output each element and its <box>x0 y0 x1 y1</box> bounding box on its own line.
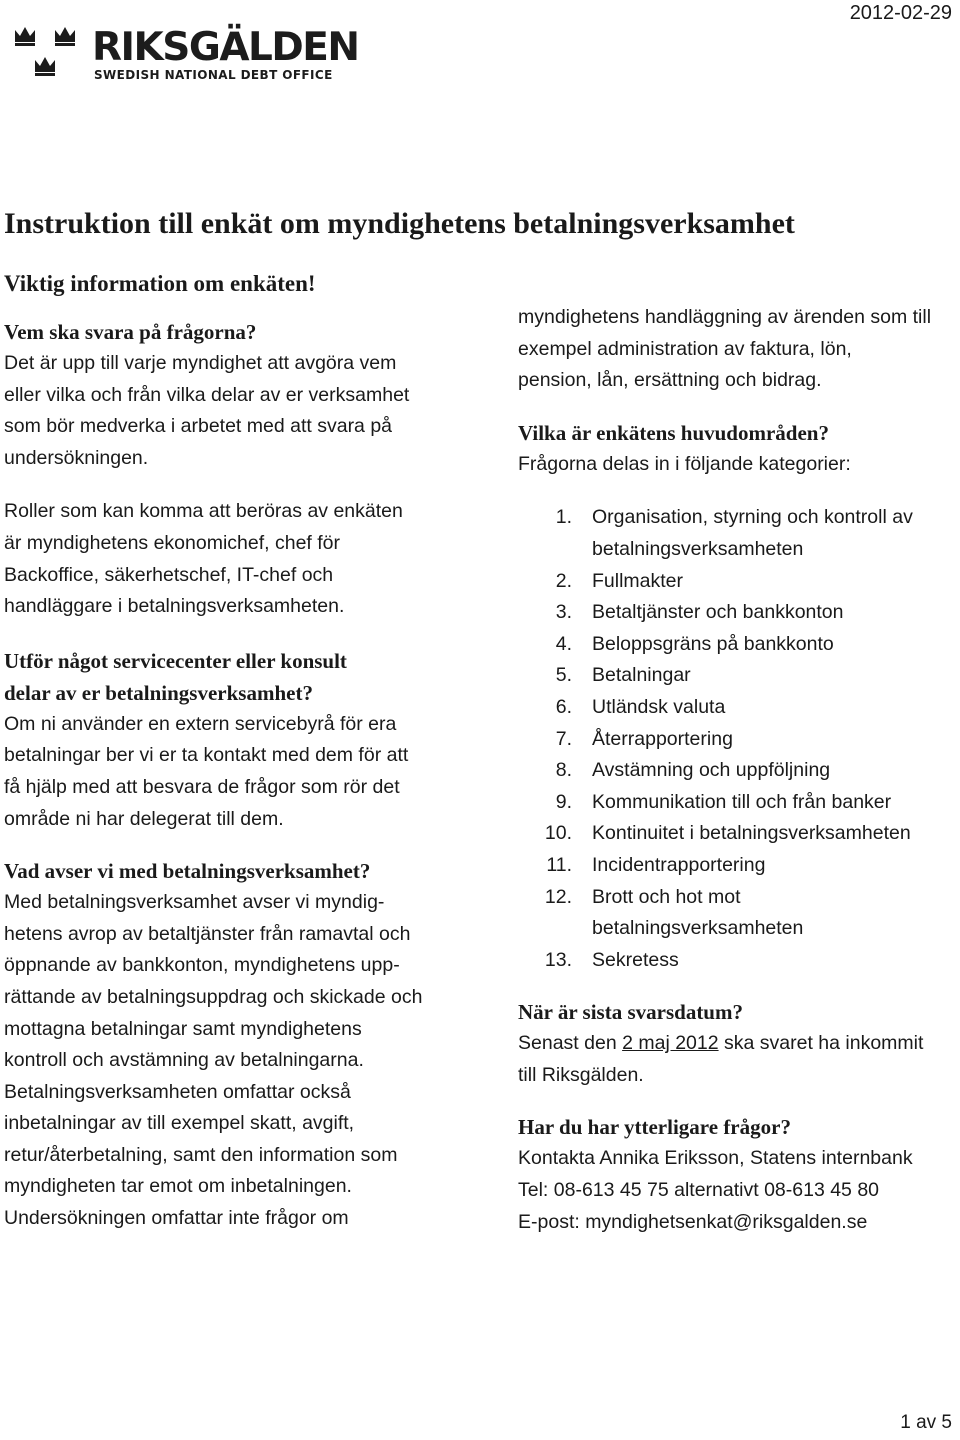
question-service-center: Utför något servicecenter eller konsult delar av er betalningsverksamhet? <box>4 648 347 705</box>
paragraph-continuation: myndighetens handläggning av ärenden som till exempel administration av faktura, lön, pension, lån, ersättning och bidrag. <box>518 306 932 392</box>
list-item: 5. Betalningar <box>555 664 691 687</box>
category-list <box>518 502 958 976</box>
paragraph-payment-operations: Med betalningsverksamhet avser vi myndig- hetens avrop av betaltjänster från ramavtal och öppnande av bankkonton, myndighetens upp- rättande av betalningsuppdrag och skickade och mottagna betalningar samt myndighetens kontroll och avstämning av betalningarna. Betalningsverksamheten omfattar också inbetalningar av till exempel skatt, avgift, retur/återbetalning, samt den information som myndigheten tar emot om inbetalningen. Undersökningen omfattar inte frågor om <box>4 891 423 1230</box>
page-title: Instruktion till enkät om myndighetens betalningsverksamhet <box>4 207 795 240</box>
contact-phone: Tel: 08-613 45 75 alternativt 08-613 45 80 <box>518 1179 880 1202</box>
list-item: 8. Avstämning och uppföljning <box>555 759 831 782</box>
list-item: 6. Utländsk valuta <box>555 695 726 718</box>
list-item: 2. Fullmakter <box>555 569 684 592</box>
right-column <box>518 302 958 1238</box>
section-heading: Viktig information om enkäten! <box>4 271 316 296</box>
question-deadline: När är sista svarsdatum? <box>518 1000 743 1025</box>
list-item: 11. Incidentrapportering <box>546 853 766 876</box>
list-item: 10. Kontinuitet i betalningsverksamheten <box>544 822 911 845</box>
list-item: 4. Beloppsgräns på bankkonto <box>555 632 834 655</box>
deadline-date: 2 maj 2012 <box>622 1032 719 1055</box>
list-item: 3. Betaltjänster och bankkonton <box>555 601 844 624</box>
logo-wordmark: RIKSGÄLDEN <box>92 25 359 70</box>
riksgalden-logo <box>12 24 359 86</box>
list-item: 13. Sekretess <box>544 948 679 971</box>
paragraph-deadline: Senast den 2 maj 2012 ska svaret ha inkommit till Riksgälden. <box>518 1032 924 1086</box>
question-payment-operations: Vad avser vi med betalningsverksamhet? <box>4 859 371 884</box>
paragraph-roles: Roller som kan komma att beröras av enkäten är myndighetens ekonomichef, chef för Backoffice, säkerhetschef, IT-chef och handläggare i betalningsverksamheten. <box>4 500 403 618</box>
document-date: 2012-02-29 <box>849 2 952 24</box>
list-item: 12. Brott och hot mot betalningsverksamheten <box>544 885 804 940</box>
paragraph-service-center: Om ni använder en extern servicebyrå för era betalningar ber vi er ta kontakt med dem för att få hjälp med att besvara de frågor som rör det område ni har delegerat till dem. <box>4 712 409 830</box>
question-contact: Har du har ytterligare frågor? <box>518 1115 791 1140</box>
list-item: 9. Kommunikation till och från banker <box>555 790 892 813</box>
left-column <box>4 266 454 1235</box>
page-number: 1 av 5 <box>900 1412 952 1433</box>
categories-intro: Frågorna delas in i följande kategorier: <box>518 452 851 475</box>
question-who-answers: Vem ska svara på frågorna? <box>4 320 257 344</box>
paragraph-who-answers: Det är upp till varje myndighet att avgöra vem eller vilka och från vilka delar av er verksamhet som bör medverka i arbetet med att svara på undersökningen. <box>4 352 410 469</box>
list-item: 1. Organisation, styrning och kontroll av betalningsverksamheten <box>555 506 913 560</box>
list-item: 7. Återrapportering <box>555 727 733 750</box>
question-main-areas: Vilka är enkätens huvudområden? <box>518 420 829 445</box>
logo-tagline: SWEDISH NATIONAL DEBT OFFICE <box>94 68 333 82</box>
contact-email[interactable]: E-post: myndighetsenkat@riksgalden.se <box>518 1210 868 1233</box>
three-crowns-icon <box>12 24 86 78</box>
paragraph-contact: Kontakta Annika Eriksson, Statens internbank Tel: 08-613 45 75 alternativt 08-613 45 80 E-post: myndighetsenkat@riksgalden.se <box>518 1147 913 1233</box>
